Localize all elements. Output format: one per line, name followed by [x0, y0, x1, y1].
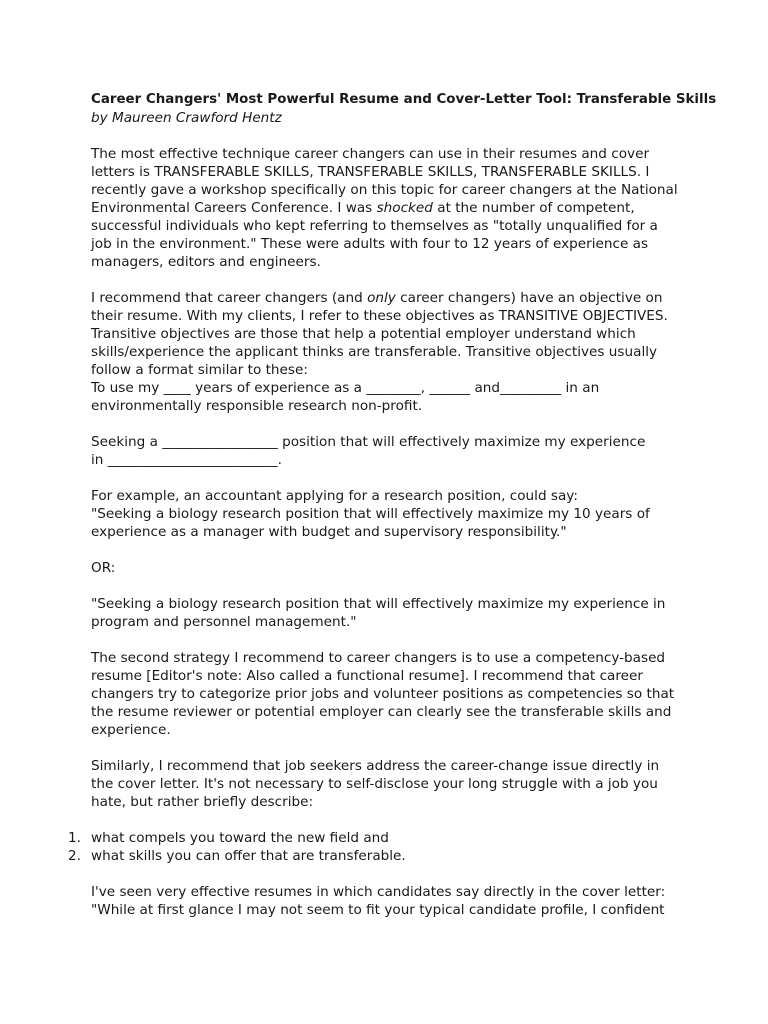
list-number: 1.	[68, 830, 81, 846]
paragraph-example-alt	[91, 595, 691, 631]
text-line: skills/experience the applicant thinks are transferable. Transitive objectives usually	[91, 344, 658, 360]
text-line: the resume reviewer or potential employer can clearly see the transferable skills and	[91, 704, 672, 720]
text-line: changers try to categorize prior jobs and volunteer positions as competencies so that	[91, 686, 675, 702]
text-line: follow a format similar to these:	[91, 362, 308, 378]
text-line: The most effective technique career changers can use in their resumes and cover	[91, 146, 650, 162]
text-segment: at the number of competent,	[432, 200, 635, 216]
text-line: experience.	[91, 722, 171, 738]
paragraph-example	[91, 487, 691, 541]
text-line: Seeking a _________________ position that will effectively maximize my experience	[91, 434, 646, 450]
text-line: their resume. With my clients, I refer to these objectives as TRANSITIVE OBJECTIVES.	[91, 308, 668, 324]
text-line: resume [Editor's note: Also called a functional resume]. I recommend that career	[91, 668, 643, 684]
text-line	[91, 289, 691, 307]
text-line: To use my ____ years of experience as a ________, ______ and_________ in an	[91, 380, 600, 396]
text-line: Transitive objectives are those that help a potential employer understand which	[91, 326, 636, 342]
list-number: 2.	[68, 848, 81, 864]
text-line: the cover letter. It's not necessary to self-disclose your long struggle with a job you	[91, 776, 658, 792]
text-line: "Seeking a biology research position that will effectively maximize my experience in	[91, 596, 666, 612]
text-line: recently gave a workshop specifically on this topic for career changers at the National	[91, 182, 678, 198]
text-line: "While at first glance I may not seem to fit your typical candidate profile, I confident	[91, 902, 665, 918]
paragraph-intro	[91, 145, 691, 271]
text-line: I've seen very effective resumes in which candidates say directly in the cover letter:	[91, 884, 666, 900]
list-item	[68, 829, 691, 847]
text-line: For example, an accountant applying for a research position, could say:	[91, 488, 578, 504]
text-line: managers, editors and engineers.	[91, 254, 321, 270]
list-item	[68, 847, 691, 865]
paragraph-cover-letter	[91, 757, 691, 811]
paragraph-seeking-template	[91, 433, 691, 469]
emphasis-text: only	[367, 290, 396, 306]
text-segment: Environmental Careers Conference. I was	[91, 200, 377, 216]
text-line: successful individuals who kept referring to themselves as "totally unqualified for a	[91, 218, 658, 234]
text-line: environmentally responsible research non-profit.	[91, 398, 423, 414]
text-line: experience as a manager with budget and supervisory responsibility."	[91, 524, 567, 540]
text-line: Similarly, I recommend that job seekers address the career-change issue directly in	[91, 758, 660, 774]
paragraph-transitive-objectives	[91, 289, 691, 415]
list-item-text: what skills you can offer that are transferable.	[91, 848, 406, 864]
text-line: "Seeking a biology research position that will effectively maximize my 10 years of	[91, 506, 650, 522]
text-line: job in the environment." These were adults with four to 12 years of experience as	[91, 236, 649, 252]
text-line: program and personnel management."	[91, 614, 357, 630]
text-segment: career changers) have an objective on	[395, 290, 663, 306]
list-item-text: what compels you toward the new field and	[91, 830, 389, 846]
text-line: letters is TRANSFERABLE SKILLS, TRANSFERABLE SKILLS, TRANSFERABLE SKILLS. I	[91, 164, 650, 180]
emphasis-text: shocked	[376, 200, 433, 216]
text-line	[91, 199, 691, 217]
paragraph-closing	[91, 883, 691, 919]
text-line: hate, but rather briefly describe:	[91, 794, 314, 810]
paragraph-or	[91, 559, 691, 577]
text-line: OR:	[91, 560, 116, 576]
paragraph-second-strategy	[91, 649, 691, 739]
article-title: Career Changers' Most Powerful Resume and Cover-Letter Tool: Transferable Skills	[91, 92, 717, 107]
text-line: The second strategy I recommend to career changers is to use a competency-based	[91, 650, 666, 666]
numbered-list	[68, 829, 691, 865]
text-segment: I recommend that career changers (and	[91, 290, 368, 306]
article-byline: by Maureen Crawford Hentz	[91, 110, 282, 126]
text-line: in _________________________.	[91, 452, 282, 468]
document-page	[68, 91, 717, 937]
